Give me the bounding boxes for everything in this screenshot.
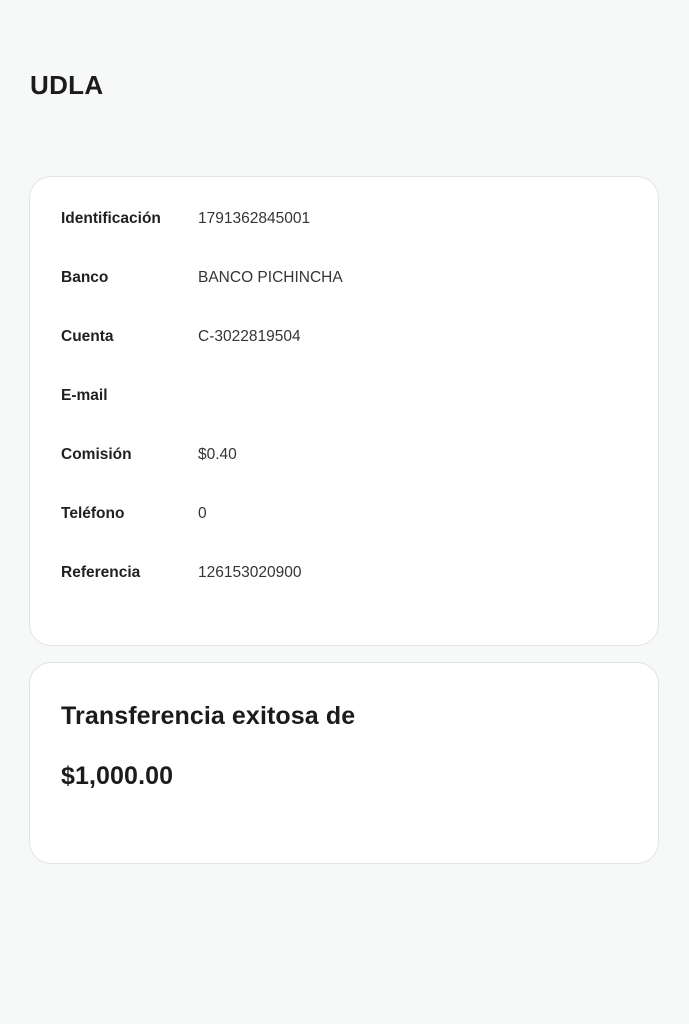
detail-row-comision (61, 445, 624, 504)
transfer-summary-card (29, 662, 659, 864)
detail-value: BANCO PICHINCHA (198, 269, 343, 286)
detail-row-email (61, 386, 624, 445)
detail-row-identificacion (61, 209, 624, 268)
detail-row-cuenta (61, 327, 624, 386)
detail-label: Identificación (61, 210, 161, 227)
detail-value: 1791362845001 (198, 210, 311, 227)
detail-value: C-3022819504 (198, 328, 301, 345)
detail-label: E-mail (61, 387, 108, 404)
detail-label: Banco (61, 269, 109, 286)
detail-label: Teléfono (61, 505, 125, 522)
detail-label: Comisión (61, 446, 132, 463)
detail-row-referencia (61, 563, 624, 622)
detail-value: 0 (198, 505, 207, 522)
transfer-amount: $1,000.00 (61, 761, 174, 790)
detail-row-banco (61, 268, 624, 327)
detail-row-telefono (61, 504, 624, 563)
detail-value (198, 386, 624, 387)
detail-value: $0.40 (198, 446, 237, 463)
detail-value: 126153020900 (198, 564, 302, 581)
transfer-status-message: Transferencia exitosa de (61, 702, 356, 730)
page-title: UDLA (30, 70, 104, 100)
transfer-details-card (29, 176, 659, 646)
detail-label: Referencia (61, 564, 141, 581)
detail-label: Cuenta (61, 328, 114, 345)
